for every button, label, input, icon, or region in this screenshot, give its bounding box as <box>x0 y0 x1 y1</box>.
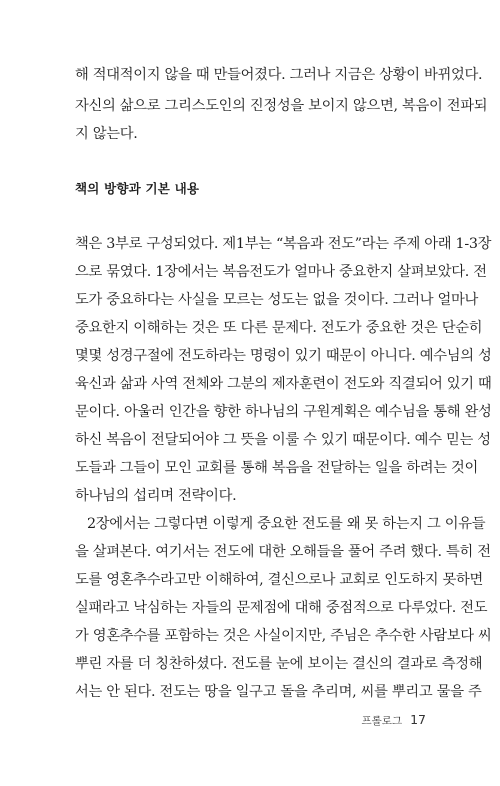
text-line: 도들과 그들이 모인 교회를 통해 복음을 전달하는 일을 하려는 것이 <box>75 460 478 476</box>
section-heading: 책의 방향과 기본 내용 <box>75 181 200 196</box>
text-line: 해 적대적이지 않을 때 만들어졌다. 그러나 지금은 상황이 바뀌었다. <box>75 67 483 83</box>
text-line: 자신의 삶으로 그리스도인의 진정성을 보이지 않으면, 복음이 전파되 <box>75 98 488 114</box>
text-line: 하신 복음이 전달되어야 그 뜻을 이룰 수 있기 때문이다. 예수 믿는 성 <box>75 432 491 448</box>
text-line: 몇몇 성경구절에 전도하라는 명령이 있기 때문이 아니다. 예수님의 성 <box>75 348 492 364</box>
text-line: 육신과 삶과 사역 전체와 그분의 제자훈련이 전도와 직결되어 있기 때 <box>75 376 492 392</box>
text-line: 중요한지 이해하는 것은 또 다른 문제다. 전도가 중요한 것은 단순히 <box>75 320 483 336</box>
text-line: 뿌린 자를 더 칭찬하셨다. 전도를 눈에 보이는 결신의 결과로 측정해 <box>75 656 483 672</box>
text-line: 으로 묶였다. 1장에서는 복음전도가 얼마나 중요한지 살펴보았다. 전 <box>75 264 487 280</box>
text-line: 책은 3부로 구성되었다. 제1부는 “복음과 전도”라는 주제 아래 1-3장 <box>75 236 492 252</box>
text-line: 실패라고 낙심하는 자들의 문제점에 대해 중점적으로 다루었다. 전도 <box>75 600 488 616</box>
text-line: 문이다. 아울러 인간을 향한 하나님의 구원계획은 예수님을 통해 완성 <box>75 404 492 420</box>
page-footer <box>362 712 426 728</box>
text-line: 도가 중요하다는 사실을 모르는 성도는 없을 것이다. 그러나 얼마나 <box>75 292 478 308</box>
text-line: 지 않는다. <box>75 126 138 142</box>
text-line: 서는 안 된다. 전도는 땅을 일구고 돌을 추리며, 씨를 뿌리고 물을 주 <box>75 684 482 700</box>
text-line: 을 살펴본다. 여기서는 전도에 대한 오해들을 풀어 주려 했다. 특히 전 <box>75 544 491 560</box>
text-line: 하나님의 섭리며 전략이다. <box>75 488 237 504</box>
text-line: 도를 영혼추수라고만 이해하여, 결신으로나 교회로 인도하지 못하면 <box>75 572 484 588</box>
page-number: 17 <box>410 712 426 727</box>
text-line: 가 영혼추수를 포함하는 것은 사실이지만, 주님은 추수한 사람보다 씨 <box>75 628 492 644</box>
running-footer-title: 프롤로그 <box>361 715 403 727</box>
text-line: 2장에서는 그렇다면 이렇게 중요한 전도를 왜 못 하는지 그 이유들 <box>87 516 486 532</box>
